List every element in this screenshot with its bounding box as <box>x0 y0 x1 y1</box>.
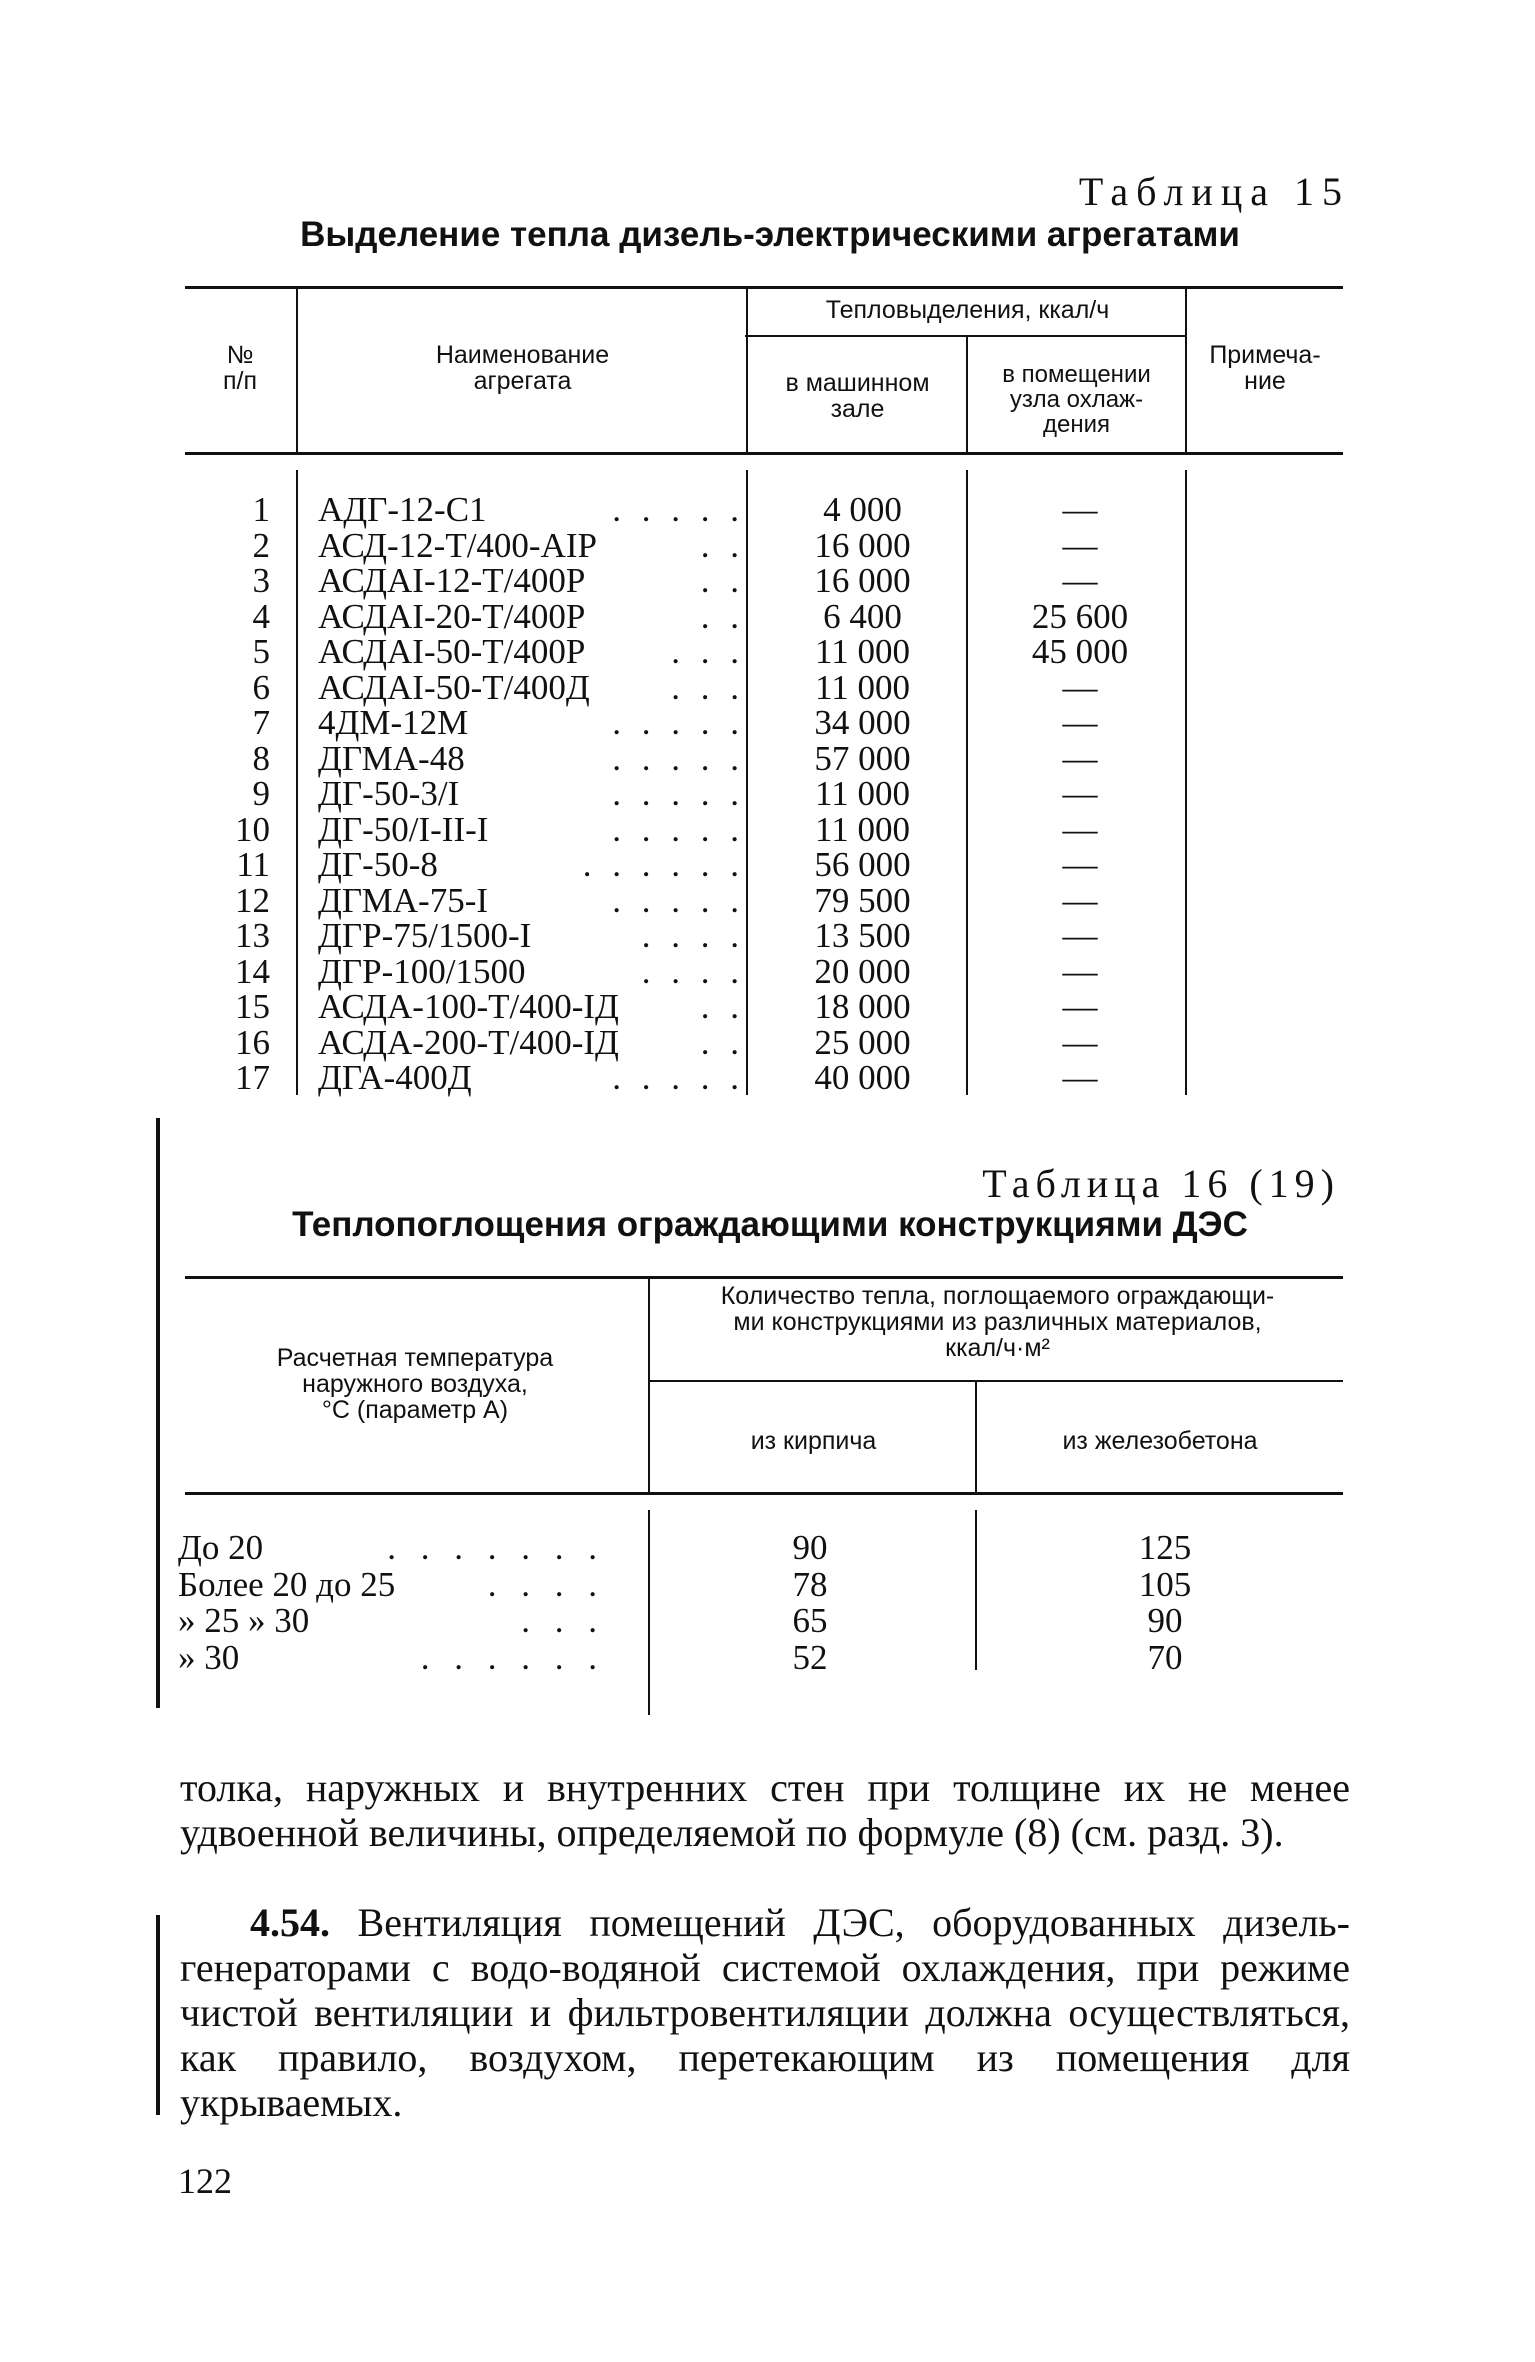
table15-cell-num: 11 <box>236 845 270 884</box>
table16-col-brick <box>650 1530 970 1676</box>
table15-cell-name: АДГ-12-С1 <box>318 490 487 529</box>
table15-header-machine-hall: в машинном зале <box>785 369 930 423</box>
table15-leader-dots: . . . . . <box>612 703 745 742</box>
table15-cell-cooling: — <box>1062 738 1098 778</box>
table15-leader-dots: . . . . . . <box>582 845 745 884</box>
table15-cell-name: АСДА-200-Т/400-ІД <box>318 1022 619 1062</box>
table15-cell-num: 8 <box>252 738 270 778</box>
table15-cell-num: 14 <box>235 951 270 991</box>
page-number: 122 <box>178 2161 232 2201</box>
table15-header-rule <box>185 452 1343 455</box>
table15-cell-machine: 20 000 <box>814 951 911 991</box>
table15-leader-dots: . . . <box>671 667 745 707</box>
table15-cell-cooling: 25 600 <box>1031 596 1129 636</box>
table15-cell-num: 16 <box>235 1022 270 1062</box>
table15-cell-cooling: — <box>1062 951 1098 991</box>
table15-cell-name: АСДАІ-20-Т/400Р <box>318 596 586 636</box>
table15-cell-machine: 11 000 <box>815 809 910 849</box>
table15-cell-machine: 11 000 <box>815 632 910 671</box>
table16-cell-concrete: 70 <box>1147 1637 1183 1677</box>
table15-col-num <box>170 492 270 1096</box>
table15-leader-dots: . . . <box>671 632 745 671</box>
table16-col-concrete <box>980 1530 1350 1676</box>
table16-leader-dots: . . . . . . . <box>387 1528 605 1567</box>
table15-cell-machine: 11 000 <box>815 667 910 707</box>
table15-cell-machine: 11 000 <box>815 774 910 813</box>
table16-cell-brick: 52 <box>792 1637 828 1677</box>
table15-top-rule <box>185 286 1343 289</box>
table16-header-concrete: из железобетона <box>1062 1427 1258 1455</box>
table15-cell-machine: 16 000 <box>814 561 911 600</box>
table16-vrule <box>648 1279 650 1492</box>
table15-leader-dots: . . . . . <box>612 774 745 813</box>
body-paragraph: толка, наружных и внутренних стен при толщине их не менее удвоенной величины, определяемой по формуле (8) (см. разд. 3). <box>180 1765 1350 1855</box>
table15-cell-machine: 13 500 <box>814 916 911 955</box>
table15-leader-dots: . . . . . <box>612 738 745 778</box>
table16-cell-concrete: 125 <box>1138 1528 1192 1567</box>
table16-header-rule <box>185 1492 1343 1495</box>
table15-leader-dots: . . <box>700 987 745 1026</box>
table15-leader-dots: . . . . <box>641 916 745 955</box>
table16-header-heat: Количество тепла, поглощаемого ограждающи- ми конструкциями из различных материалов, ккал/ч·м² <box>720 1282 1275 1362</box>
table15-cell-machine: 79 500 <box>814 880 911 920</box>
table15-leader-dots: . . <box>700 561 745 600</box>
section-number: 4.54. <box>250 1900 330 1945</box>
table16-top-rule <box>185 1276 1343 1279</box>
table15-leader-dots: . . . . . <box>612 490 745 529</box>
table16-header-brick: из кирпича <box>750 1427 877 1455</box>
table15-leader-dots: . . <box>700 1022 745 1062</box>
table15-cell-cooling: — <box>1062 525 1098 565</box>
table15-cell-cooling: — <box>1062 845 1098 884</box>
table15-cell-cooling: — <box>1062 774 1098 813</box>
table15-cell-name: АСДАІ-50-Т/400Р <box>318 632 586 671</box>
table16-cell-brick: 78 <box>792 1564 828 1604</box>
table15-vrule <box>746 470 748 1095</box>
table15-cell-machine: 40 000 <box>814 1058 911 1097</box>
table15-vrule <box>296 289 298 452</box>
body-paragraph-section <box>180 1900 1350 2125</box>
table16-col-dots <box>330 1530 605 1676</box>
table15-title: Выделение тепла дизель-электрическими агрегатами <box>300 215 1240 254</box>
table15-header-name: Наименование агрегата <box>435 341 610 395</box>
table15-cell-cooling: — <box>1062 916 1098 955</box>
table16-title: Теплопоглощения ограждающими конструкциями ДЭС <box>292 1205 1248 1244</box>
table15-cell-machine: 18 000 <box>814 987 911 1026</box>
table16-leader-dots: . . . . . . <box>420 1637 605 1677</box>
table15-cell-name: АСДАІ-50-Т/400Д <box>318 667 590 707</box>
table15-cell-name: ДГ-50-8 <box>318 845 438 884</box>
margin-revision-bar <box>156 1915 160 2115</box>
table15-leader-dots: . . . . . <box>612 809 745 849</box>
table16-cell-concrete: 105 <box>1138 1564 1192 1604</box>
margin-revision-bar <box>156 1118 160 1708</box>
table16-label: Таблица 16 (19) <box>982 1161 1340 1206</box>
table15-cell-machine: 16 000 <box>814 525 911 565</box>
table15-col-cooling-room <box>975 492 1185 1096</box>
table15-cell-num: 9 <box>252 774 270 813</box>
table15-cell-cooling: 45 000 <box>1031 632 1129 671</box>
table15-cell-name: 4ДМ-12М <box>318 703 469 742</box>
table15-vrule <box>296 470 298 1095</box>
table16-leader-dots: . . . <box>521 1601 605 1640</box>
table15-cell-name: АСДА-100-Т/400-ІД <box>318 987 619 1026</box>
table15-leader-dots: . . . . <box>641 951 745 991</box>
table15-leader-dots: . . . . . <box>612 1058 745 1097</box>
table15-leader-dots: . . <box>700 596 745 636</box>
table15-cell-cooling: — <box>1062 1022 1098 1062</box>
table15-cell-num: 13 <box>235 916 270 955</box>
table15-cell-name: ДГ-50-3/І <box>318 774 460 813</box>
table16-group-rule <box>650 1380 1343 1382</box>
table15-cell-machine: 6 400 <box>823 596 902 636</box>
table15-cell-machine: 56 000 <box>814 845 911 884</box>
table16-cell-brick: 65 <box>792 1601 828 1640</box>
table15-cell-cooling: — <box>1062 561 1098 600</box>
table15-cell-num: 1 <box>252 490 270 529</box>
table15-vrule <box>1185 470 1187 1095</box>
table15-label: Таблица 15 <box>1078 169 1350 214</box>
table16-cell-temp: » 25 » 30 <box>178 1601 310 1640</box>
table15-cell-name: ДГР-100/1500 <box>318 951 526 991</box>
table16-cell-concrete: 90 <box>1147 1601 1183 1640</box>
table15-cell-num: 5 <box>252 632 270 671</box>
table15-col-dots <box>540 492 745 1096</box>
table15-vrule <box>746 289 748 452</box>
table15-cell-num: 12 <box>235 880 270 920</box>
table16-vrule <box>975 1510 977 1670</box>
table15-cell-num: 17 <box>235 1058 270 1097</box>
table15-cell-machine: 25 000 <box>814 1022 911 1062</box>
table15-col-machine-hall <box>755 492 970 1096</box>
table15-header-cooling-room: в помещении узла охлаж- дения <box>1002 361 1151 438</box>
table15-cell-num: 7 <box>252 703 270 742</box>
table15-cell-cooling: — <box>1062 703 1098 742</box>
table15-cell-cooling: — <box>1062 809 1098 849</box>
table16-header-temp: Расчетная температура наружного воздуха, °С (параметр А) <box>276 1344 554 1424</box>
table16-leader-dots: . . . . <box>487 1564 605 1604</box>
table15-header-num: № п/п <box>222 341 258 395</box>
table15-cell-name: АСДАІ-12-Т/400Р <box>318 561 586 600</box>
table15-cell-num: 6 <box>252 667 270 707</box>
table15-cell-machine: 34 000 <box>814 703 911 742</box>
table15-cell-machine: 57 000 <box>814 738 911 778</box>
table15-cell-cooling: — <box>1062 880 1098 920</box>
table15-cell-cooling: — <box>1062 667 1098 707</box>
table16-cell-temp: До 20 <box>178 1528 264 1567</box>
section-text: Вентиляция помещений ДЭС, оборудованных дизель-генераторами с водо-водяной системой охлаждения, при режиме чистой вентиляции и фильтровентиляции должна осуществляться, как правило, воздухом, перетекающим из помещения для укрываемых. <box>180 1900 1350 2125</box>
table15-cell-machine: 4 000 <box>823 490 902 529</box>
table16-cell-brick: 90 <box>792 1528 828 1567</box>
table15-leader-dots: . . . . . <box>612 880 745 920</box>
table15-cell-num: 15 <box>235 987 270 1026</box>
table15-cell-num: 10 <box>235 809 270 849</box>
table16-cell-temp: » 30 <box>178 1637 240 1677</box>
table15-header-heat: Тепловыделения, ккал/ч <box>825 296 1110 324</box>
table15-cell-name: ДГ-50/І-ІІ-І <box>318 809 489 849</box>
table15-cell-num: 3 <box>252 561 270 600</box>
table15-group-rule <box>745 335 1185 337</box>
table15-header-note: Примеча- ние <box>1209 341 1321 395</box>
table15-cell-name: АСД-12-Т/400-АІР <box>318 525 597 565</box>
table16-cell-temp: Более 20 до 25 <box>178 1564 396 1604</box>
table15-cell-cooling: — <box>1062 987 1098 1026</box>
table15-cell-name: ДГА-400Д <box>318 1058 472 1097</box>
table15-cell-cooling: — <box>1062 490 1098 529</box>
table15-cell-name: ДГР-75/1500-І <box>318 916 532 955</box>
table15-leader-dots: . . <box>700 525 745 565</box>
table15-cell-num: 4 <box>252 596 270 636</box>
table15-cell-cooling: — <box>1062 1058 1098 1097</box>
table15-cell-num: 2 <box>252 525 270 565</box>
table15-cell-name: ДГМА-48 <box>318 738 465 778</box>
table15-cell-name: ДГМА-75-І <box>318 880 489 920</box>
